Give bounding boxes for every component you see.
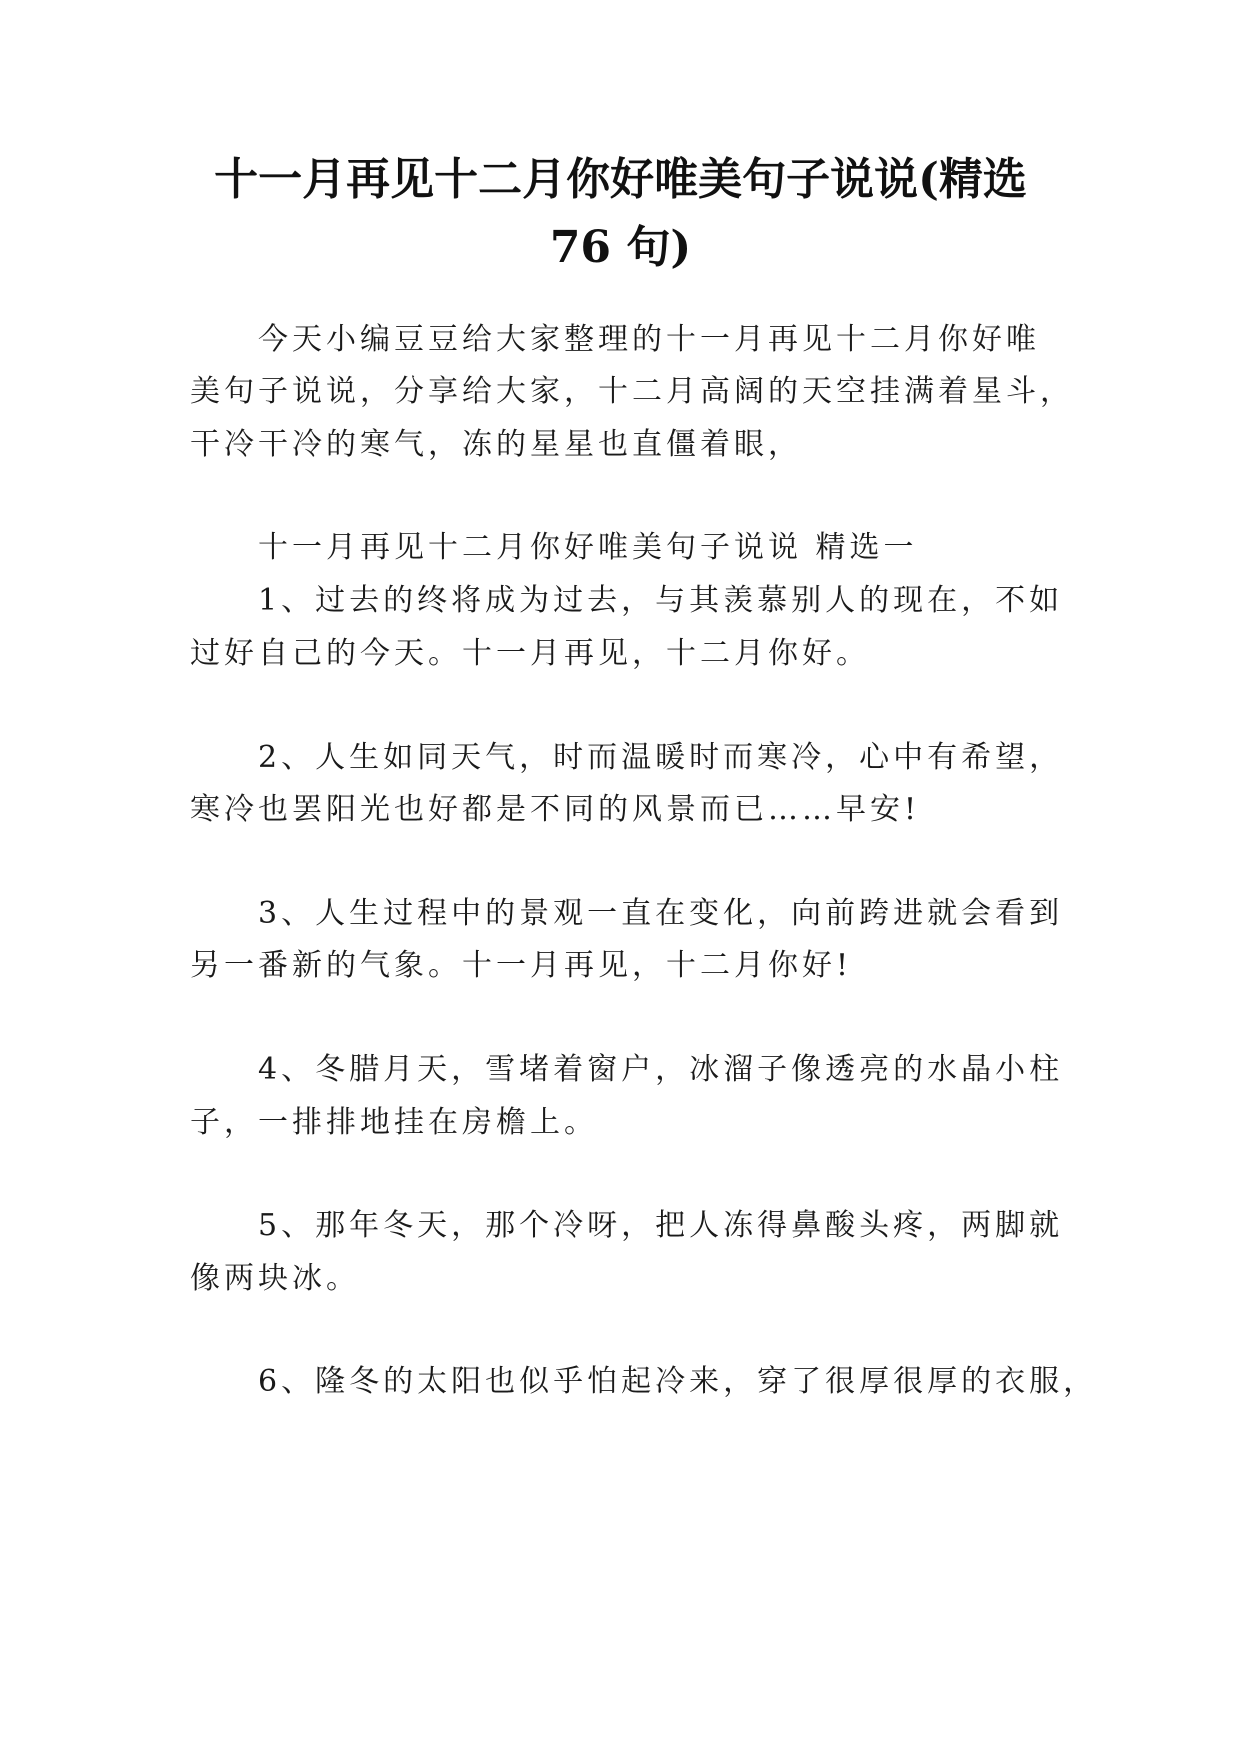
item-line: 4、冬腊月天，雪堵着窗户，冰溜子像透亮的水晶小柱	[258, 1052, 1064, 1087]
intro-line-2: 美句子说说，分享给大家，十二月高阔的天空挂满着星斗，	[190, 374, 1074, 409]
item-line: 3、人生过程中的景观一直在变化，向前跨进就会看到	[258, 896, 1064, 931]
document-title-line-2: 76 句)	[549, 222, 692, 273]
item-line: 1、过去的终将成为过去，与其羡慕别人的现在，不如	[258, 583, 1064, 618]
document-title-line-1: 十一月再见十二月你好唯美句子说说(精选	[214, 154, 1027, 205]
item-line: 6、隆冬的太阳也似乎怕起冷来，穿了很厚很厚的衣服，	[258, 1364, 1098, 1399]
item-line: 像两块冰。	[190, 1261, 360, 1296]
intro-line-3: 干冷干冷的寒气，冻的星星也直僵着眼，	[190, 427, 802, 462]
intro-line-1: 今天小编豆豆给大家整理的十一月再见十二月你好唯	[258, 322, 1040, 357]
section-heading: 十一月再见十二月你好唯美句子说说 精选一	[258, 530, 918, 565]
item-line: 过好自己的今天。十一月再见，十二月你好。	[190, 636, 870, 671]
item-line: 5、那年冬天，那个冷呀，把人冻得鼻酸头疼，两脚就	[258, 1208, 1064, 1243]
item-line: 子，一排排地挂在房檐上。	[190, 1105, 598, 1140]
item-line: 2、人生如同天气，时而温暖时而寒冷，心中有希望，	[258, 740, 1064, 775]
item-line: 寒冷也罢阳光也好都是不同的风景而已……早安!	[190, 792, 921, 827]
item-line: 另一番新的气象。十一月再见，十二月你好!	[190, 948, 853, 983]
